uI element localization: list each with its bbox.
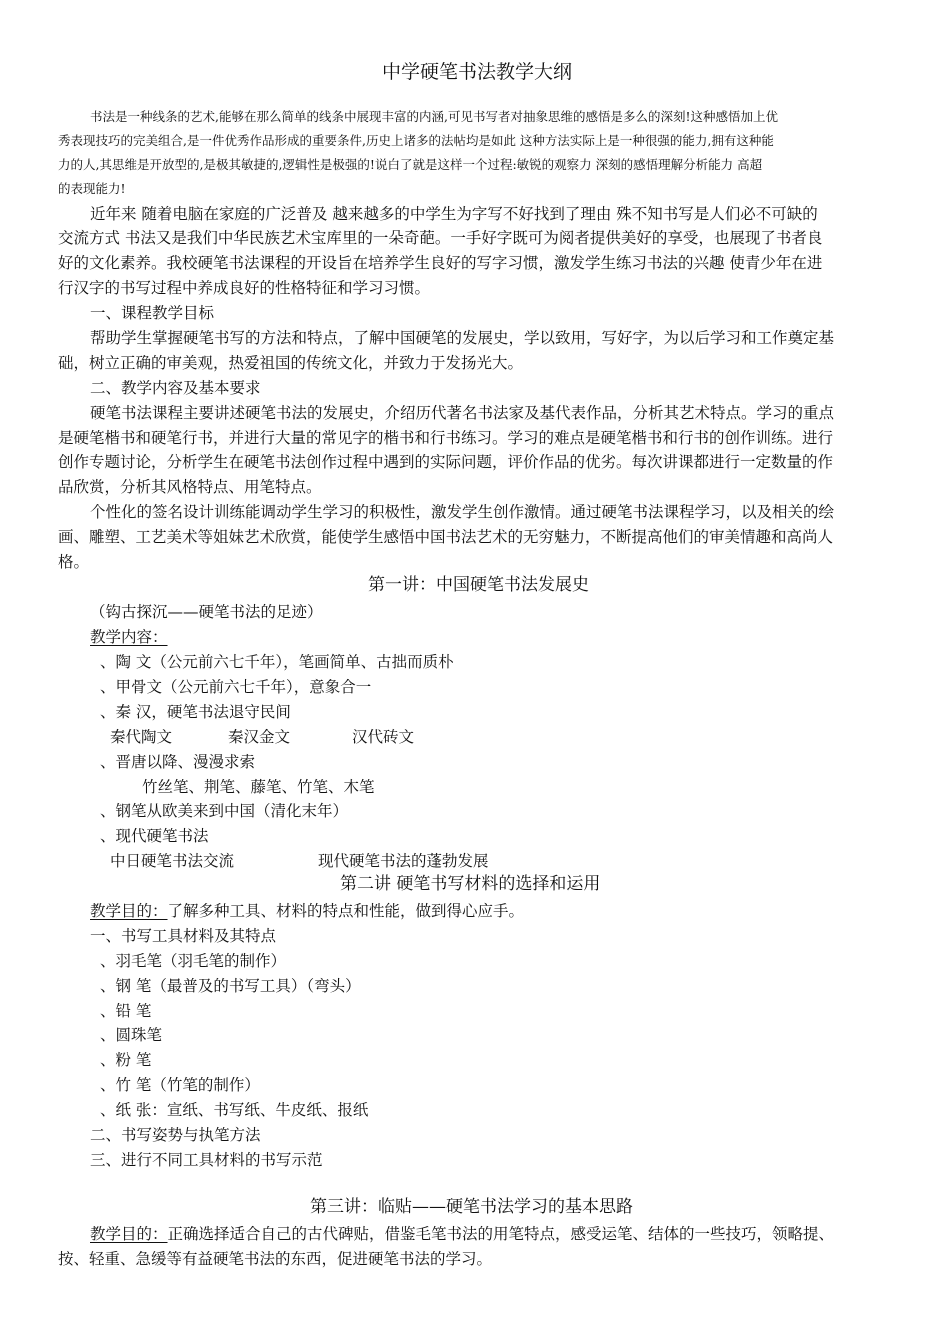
lecture1-subitem: 汉代砖文 bbox=[352, 728, 415, 746]
lecture1-item: 、陶 文（公元前六七千年），笔画简单、古拙而质朴 bbox=[100, 653, 454, 671]
lecture1-title: 第一讲：中国硬笔书法发展史 bbox=[368, 575, 589, 595]
section-body-line: 帮助学生掌握硬笔书写的方法和特点，了解中国硬笔的发展史，学以致用，写好字，为以后学习和工作奠定基 bbox=[90, 329, 835, 347]
lecture2-heading: 二、书写姿势与执笔方法 bbox=[90, 1126, 261, 1144]
lecture3-title: 第三讲：临贴——硬笔书法学习的基本思路 bbox=[310, 1197, 633, 1217]
lecture1-item: 、现代硬笔书法 bbox=[100, 827, 209, 845]
section-heading: 一、课程教学目标 bbox=[90, 304, 215, 322]
section-body-line: 个性化的签名设计训练能调动学生学习的积极性，激发学生创作激情。通过硬笔书法课程学习，以及相关的绘 bbox=[90, 503, 835, 521]
section-body-line: 品欣赏，分析其风格特点、用笔特点。 bbox=[58, 478, 322, 496]
lecture1-item: 、秦 汉，硬笔书法退守民间 bbox=[100, 703, 291, 721]
lecture2-goal-text: 了解多种工具、材料的特点和性能，做到得心应手。 bbox=[167, 902, 525, 920]
lecture1-subitem: 竹丝笔、荆笔、藤笔、竹笔、木笔 bbox=[142, 778, 375, 796]
document-title: 中学硬笔书法教学大纲 bbox=[382, 61, 573, 83]
section-body-line: 硬笔书法课程主要讲述硬笔书法的发展史，介绍历代著名书法家及基代表作品，分析其艺术特点。学习的重点 bbox=[90, 404, 835, 422]
section-heading: 二、教学内容及基本要求 bbox=[90, 379, 261, 397]
lecture1-subitem: 秦汉金文 bbox=[228, 728, 291, 746]
intro-line: 好的文化素养。我校硬笔书法课程的开设旨在培养学生良好的写字习惯，激发学生练习书法的兴趣 使青少年在进 bbox=[58, 254, 823, 272]
section-body-line: 格。 bbox=[58, 553, 90, 571]
lecture2-item: 、竹 笔（竹笔的制作） bbox=[100, 1076, 260, 1094]
section-body-line: 画、雕塑、工艺美术等姐妹艺术欣赏，能使学生感悟中国书法艺术的无穷魅力，不断提高他们的审美情趣和高尚人 bbox=[58, 528, 834, 546]
lecture2-item: 、铅 笔 bbox=[100, 1002, 152, 1020]
lecture2-item: 、钢 笔（最普及的书写工具）（弯头） bbox=[100, 977, 361, 995]
section-body-line: 础，树立正确的审美观，热爱祖国的传统文化，并致力于发扬光大。 bbox=[58, 354, 524, 372]
intro-line: 近年来 随着电脑在家庭的广泛普及 越来越多的中学生为字写不好找到了理由 殊不知书写是人们必不可缺的 bbox=[90, 205, 818, 223]
lecture1-subitem: 现代硬笔书法的蓬勃发展 bbox=[318, 852, 489, 870]
intro-small-line: 的表现能力! bbox=[58, 181, 126, 196]
lecture2-heading: 一、书写工具材料及其特点 bbox=[90, 927, 277, 945]
lecture2-item: 、羽毛笔（羽毛笔的制作） bbox=[100, 952, 287, 970]
lecture2-goal bbox=[90, 901, 524, 921]
lecture1-subitem: 秦代陶文 bbox=[110, 728, 173, 746]
section-body-line: 创作专题讨论，分析学生在硬笔书法创作过程中遇到的实际问题，评价作品的优劣。每次讲课都进行一定数量的作 bbox=[58, 453, 834, 471]
lecture3-goal-line: 按、轻重、急缓等有益硬笔书法的东西，促进硬笔书法的学习。 bbox=[58, 1250, 493, 1268]
lecture1-subitem: 中日硬笔书法交流 bbox=[110, 852, 235, 870]
lecture2-item: 、圆珠笔 bbox=[100, 1026, 163, 1044]
lecture3-goal-label: 教学目的： bbox=[90, 1225, 168, 1243]
lecture3-goal bbox=[90, 1224, 834, 1244]
lecture1-subtitle: （钩古探沉——硬笔书法的足迹） bbox=[90, 603, 323, 621]
intro-small-line: 书法是一种线条的艺术,能够在那么简单的线条中展现丰富的内涵,可见书写者对抽象思维的感悟是多么的深刻!这种感悟加上优 bbox=[90, 109, 778, 124]
lecture1-item: 、钢笔从欧美来到中国（清化末年） bbox=[100, 802, 349, 820]
section-body-line: 是硬笔楷书和硬笔行书，并进行大量的常见字的楷书和行书练习。学习的难点是硬笔楷书和行书的创作训练。进行 bbox=[58, 429, 834, 447]
lecture3-goal-text: 正确选择适合自己的古代碑贴，借鉴毛笔书法的用笔特点，感受运笔、结体的一些技巧，领略提、 bbox=[167, 1225, 835, 1243]
lecture2-title: 第二讲 硬笔书写材料的选择和运用 bbox=[340, 874, 601, 894]
lecture2-item: 、粉 笔 bbox=[100, 1051, 152, 1069]
intro-line: 行汉字的书写过程中养成良好的性格特征和学习习惯。 bbox=[58, 279, 431, 297]
intro-small-line: 秀表现技巧的完美组合,是一件优秀作品形成的重要条件,历史上诸多的法帖均是如此 这种方法实际上是一种很强的能力,拥有这种能 bbox=[58, 133, 774, 148]
lecture2-item: 、纸 张：宣纸、书写纸、牛皮纸、报纸 bbox=[100, 1101, 369, 1119]
lecture2-goal-label: 教学目的： bbox=[90, 902, 168, 920]
lecture1-content-label: 教学内容： bbox=[90, 628, 168, 646]
lecture2-heading: 三、进行不同工具材料的书写示范 bbox=[90, 1151, 323, 1169]
intro-line: 交流方式 书法又是我们中华民族艺术宝库里的一朵奇葩。一手好字既可为阅者提供美好的享受，也展现了书者良 bbox=[58, 229, 823, 247]
lecture1-item: 、甲骨文（公元前六七千年），意象合一 bbox=[100, 678, 372, 696]
intro-small-line: 力的人,其思维是开放型的,是极其敏捷的,逻辑性是极强的!说白了就是这样一个过程:敏锐的观察力 深刻的感悟理解分析能力 高超 bbox=[58, 157, 763, 172]
lecture1-item: 、晋唐以降、漫漫求索 bbox=[100, 753, 256, 771]
